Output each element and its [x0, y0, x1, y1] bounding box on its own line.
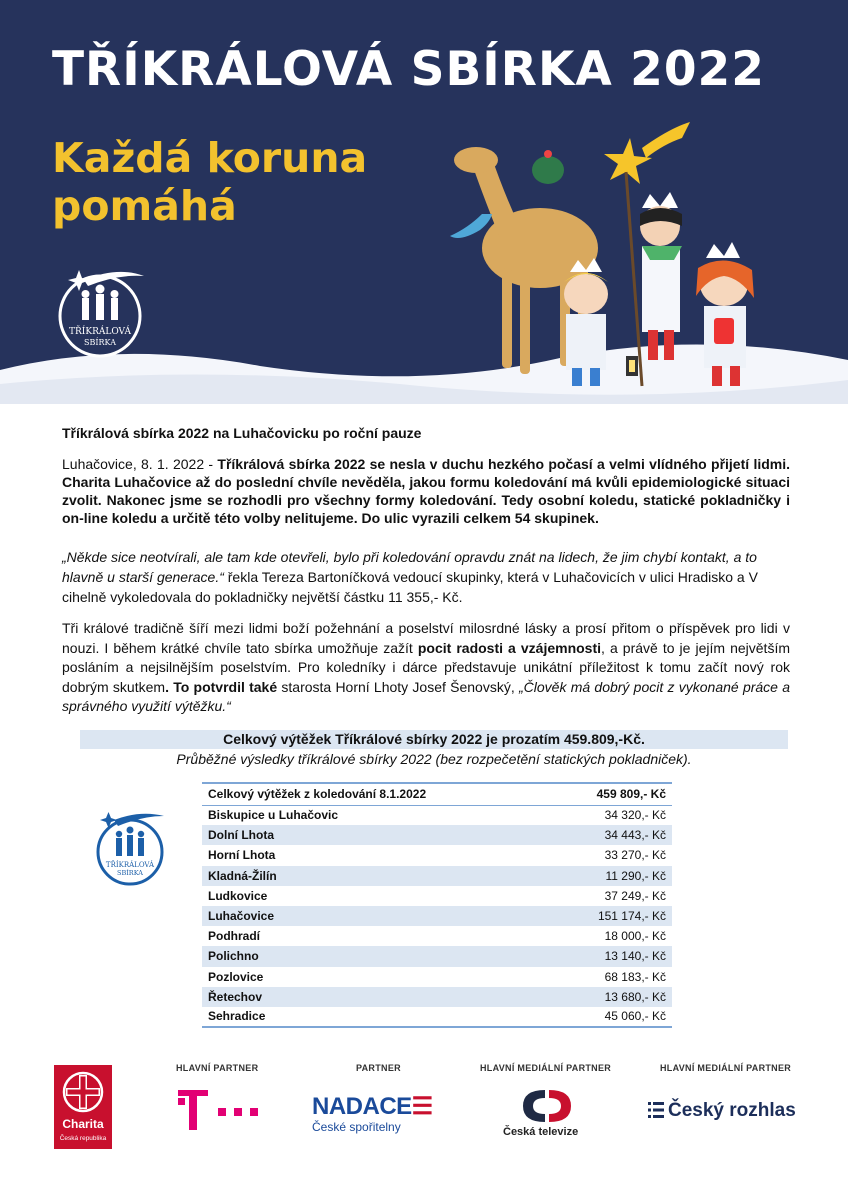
interim-results-caption: Průběžné výsledky tříkrálové sbírky 2022 (bez rozpečetění statických pokladniček). — [176, 751, 692, 767]
results-row-name: Podhradí — [208, 929, 261, 944]
results-row-amount: 68 183,- Kč — [604, 969, 666, 984]
p3-part-c: , a právě to je jejím největším posláním a nejsilnějším poselstvím. Pro koledníky i dárce představuje unikátní příležitost k tomu začít nový rok dobrým skutkem — [62, 639, 791, 695]
results-row-name: Dolní Lhota — [202, 825, 549, 845]
nadace-ceske-sporitelny-logo — [312, 1094, 433, 1134]
results-row-amount: 45 060,- Kč — [549, 1007, 672, 1027]
lead-text: Tříkrálová sbírka 2022 se nesla v duchu hezkého počasí a velmi vlídného přijetí lidmi. Charita Luhačovice až do poslední chvíle nevěděla, jakou formu koledování má kvůli epidemiologické situaci zvolit. Nakonec jsme se rozhodli pro všechny formy koledování. Tedy osobní koledu, statické pokladničky i on-line koledu a určitě této volby nelitujeme. Do ulic vyrazili celkem 54 skupinek. — [62, 456, 791, 526]
article-paragraph-1 — [62, 455, 790, 527]
banner-logo-line2: SBÍRKA — [84, 338, 116, 347]
p3-part-b: pocit radosti a vzájemnosti — [417, 639, 602, 656]
article-paragraph-3 — [62, 619, 790, 717]
charita-logo — [54, 1065, 112, 1149]
trikralova-sbirka-logo — [48, 262, 152, 362]
collection-total: Celkový výtěžek Tříkrálové sbírky 2022 je prozatím 459.809,-Kč. — [80, 730, 788, 749]
nadace-name: NADACE☰ — [312, 1093, 433, 1120]
results-total-amount: 459 809,- Kč — [549, 783, 672, 805]
cesky-rozhlas-name: Český rozhlas — [668, 1100, 796, 1121]
p3-part-f: „Člověk má dobrý pocit z vykonané práce a správného využití výtěžku.“ — [62, 678, 791, 714]
results-row-name: Polichno — [202, 946, 549, 966]
label-main-partner: HLAVNÍ PARTNER — [176, 1063, 259, 1073]
charita-name: Charita — [62, 1117, 104, 1131]
banner — [0, 0, 848, 404]
dateline: Luhačovice, 8. 1. 2022 - — [62, 456, 218, 472]
label-partner: PARTNER — [356, 1063, 401, 1073]
results-row — [202, 866, 672, 886]
results-row-amount: 13 680,- Kč — [549, 987, 672, 1007]
results-row-amount: 11 290,- Kč — [549, 866, 672, 886]
quote-attribution: řekla Tereza Bartoníčková vedoucí skupinky, která v Luhačovicích v ulici Hradisko a V cihelně vykoledovala do pokladničky největší částku 11 355,- Kč. — [62, 569, 758, 605]
table-logo-line1: TŘÍKRÁLOVÁ — [105, 861, 155, 869]
results-row-name: Kladná-Žilín — [202, 866, 549, 886]
quote-text: „Někde sice neotvírali, ale tam kde otevřeli, bylo při koledování opravdu znát na lidech, že jim chybí kontakt, a to hlavně u starší generace.“ — [62, 549, 757, 585]
results-row-name: Pozlovice — [208, 969, 264, 984]
results-row-amount: 151 174,- Kč — [549, 906, 672, 926]
telekom-logo — [178, 1088, 258, 1134]
results-row — [202, 805, 672, 825]
ceska-televize-icon — [517, 1088, 577, 1124]
p3-part-e: starosta Horní Lhoty Josef Šenovský, — [277, 678, 519, 695]
three-kings-camel-illustration — [420, 118, 780, 398]
king-b — [696, 242, 754, 386]
results-row-name: Horní Lhota — [208, 848, 276, 863]
p3-part-a: Tři králové tradičně šíří mezi lidmi boží požehnání a poselství milosrdné lásky a prosí přitom o příspěvek pro lidi v nouzi. I během krátké chvíle tato sbírka umožňuje zažít — [62, 620, 790, 656]
star-icon — [604, 138, 652, 184]
cesky-rozhlas-icon — [648, 1100, 664, 1120]
banner-title: TŘÍKRÁLOVÁ SBÍRKA 2022 — [52, 42, 765, 97]
results-row — [202, 987, 672, 1007]
banner-subtitle-line2: pomáhá — [52, 182, 237, 230]
results-row — [202, 845, 672, 865]
results-row — [202, 906, 672, 926]
banner-logo-line1: TŘÍKRÁLOVÁ — [69, 327, 131, 337]
charita-subtitle: Česká republika — [59, 1135, 107, 1142]
nadace-subtitle: České spořitelny — [312, 1120, 401, 1134]
results-total-label: Celkový výtěžek z koledování 8.1.2022 — [202, 783, 549, 805]
p3-part-d: . To potvrdil také — [165, 678, 278, 695]
charita-cross-icon — [62, 1071, 104, 1113]
article-headline: Tříkrálová sbírka 2022 na Luhačovicku po roční pauze — [62, 425, 422, 441]
table-logo-line2: SBÍRKA — [117, 869, 143, 877]
results-row-amount: 33 270,- Kč — [604, 848, 666, 863]
results-row — [202, 946, 672, 966]
article-paragraph-2 — [62, 547, 790, 607]
label-media-partner-2: HLAVNÍ MEDIÁLNÍ PARTNER — [660, 1063, 792, 1073]
trikralova-sbirka-logo-blue — [90, 808, 170, 888]
label-media-partner-1: HLAVNÍ MEDIÁLNÍ PARTNER — [480, 1063, 612, 1073]
results-row-name: Sehradice — [202, 1007, 549, 1027]
results-row-amount: 18 000,- Kč — [604, 929, 666, 944]
results-row — [202, 825, 672, 845]
results-total-row — [202, 783, 672, 805]
king-m — [640, 192, 682, 360]
results-row-name: Ludkovice — [208, 888, 268, 903]
results-row-amount: 13 140,- Kč — [549, 946, 672, 966]
ceska-televize-name: Česká televize — [503, 1126, 579, 1138]
results-row-amount: 37 249,- Kč — [604, 888, 666, 903]
results-row-name: Biskupice u Luhačovic — [208, 808, 339, 823]
results-row — [202, 967, 672, 987]
results-row — [202, 926, 672, 946]
results-table — [202, 782, 672, 1028]
results-row — [202, 1007, 672, 1027]
results-row-amount: 34 320,- Kč — [604, 808, 666, 823]
results-row-amount: 34 443,- Kč — [549, 825, 672, 845]
results-row-name: Luhačovice — [202, 906, 549, 926]
banner-subtitle-line1: Každá koruna — [52, 134, 368, 182]
results-row — [202, 886, 672, 906]
results-row-name: Řetechov — [202, 987, 549, 1007]
